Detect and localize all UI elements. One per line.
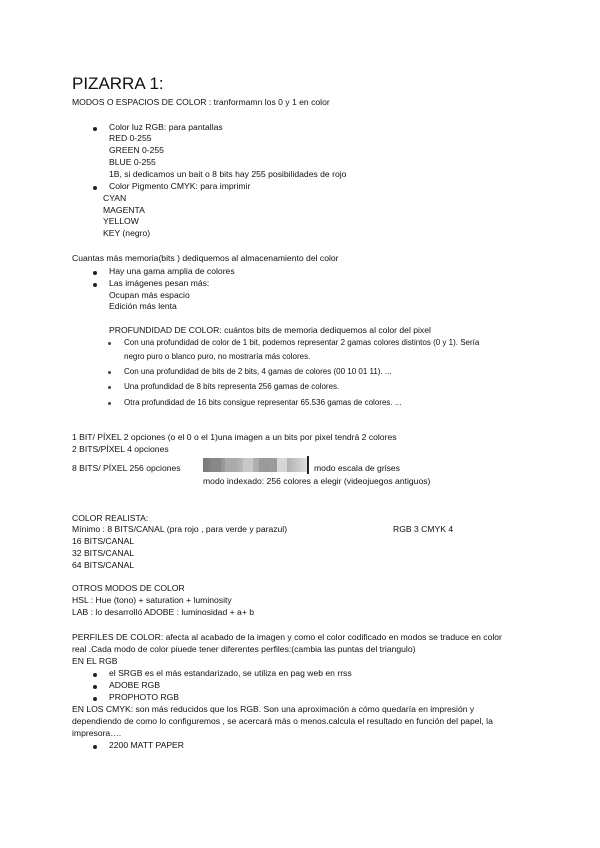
edicion-lenta: Edición más lenta	[109, 301, 177, 311]
imagenes-pesan: Las imágenes pesan más:	[109, 278, 210, 288]
yellow-label: YELLOW	[103, 216, 139, 226]
bullet-icon	[93, 673, 97, 677]
bullet-icon	[93, 127, 97, 131]
bullet-icon	[93, 685, 97, 689]
bit8-line: 8 BITS/ PÍXEL 256 opciones	[72, 463, 181, 473]
color-pigmento: Color Pigmento CMYK: para imprimir	[109, 181, 251, 191]
color-luz: Color luz RGB: para pantallas	[109, 122, 223, 132]
prophoto-rgb: PROPHOTO RGB	[109, 692, 180, 702]
bullet-icon	[93, 283, 97, 287]
canal-64: 64 BITS/CANAL	[72, 560, 135, 570]
perfiles-line2: real .Cada modo de color piuede tener diferentes perfiles:(cambia las puntas del triangulo)	[72, 644, 416, 654]
cmyk-line2: dependiendo de como lo configuremos , se acercará más o menos.calcula el resultado en función del papel, la	[72, 716, 493, 726]
green-range: GREEN 0-255	[109, 145, 164, 155]
otros-modos-heading: OTROS MODOS DE COLOR	[72, 583, 185, 593]
red-range: RED 0-255	[109, 133, 152, 143]
prof-2bits: Con una profundidad de bits de 2 bits, 4 gamas de colores (00 10 01 11). ...	[124, 367, 392, 376]
magenta-label: MAGENTA	[103, 205, 145, 215]
bullet-icon	[93, 186, 97, 190]
modo-indexado: modo indexado: 256 colores a elegir (videojuegos antiguos)	[203, 476, 431, 486]
lab-line: LAB : lo desarrolló ADOBE : luminosidad + a+ b	[72, 607, 254, 617]
bit2-line: 2 BITS/PÍXEL 4 opciones	[72, 444, 169, 454]
grayscale-strip	[203, 458, 307, 472]
en-rgb-heading: EN EL RGB	[72, 656, 118, 666]
cmyk-line1: EN LOS CMYK: son más reducidos que los RGB. Son una aproximación a cómo quedaría en impresión y	[72, 704, 475, 714]
modo-grises: modo escala de grises	[314, 463, 400, 473]
hsl-line: HSL : Hue (tono) + saturation + luminosity	[72, 595, 232, 605]
cyan-label: CYAN	[103, 193, 127, 203]
matt-paper: 2200 MATT PAPER	[109, 740, 184, 750]
bullet-icon	[93, 745, 97, 749]
strip-divider	[307, 456, 309, 474]
adobe-rgb: ADOBE RGB	[109, 680, 161, 690]
gama-amplia: Hay una gama amplia de colores	[109, 266, 235, 276]
ocupan-espacio: Ocupan más espacio	[109, 290, 190, 300]
prof-1bit-line1: Con una profundidad de color de 1 bit, podemos representar 2 gamas colores distintos (0 y 1). Sería	[124, 338, 480, 347]
minimo-canal: Mínimo : 8 BITS/CANAL (pra rojo , para verde y parazul)	[72, 524, 288, 534]
bullet-icon	[93, 697, 97, 701]
canal-32: 32 BITS/CANAL	[72, 548, 135, 558]
cmyk-line3: impresora….	[72, 728, 122, 738]
perfiles-line1: PERFILES DE COLOR: afecta al acabado de la imagen y como el color codificado en modos se traduce en color	[72, 632, 502, 642]
bullet-icon	[108, 342, 111, 345]
modos-heading: MODOS O ESPACIOS DE COLOR : tranformamn los 0 y 1 en color	[72, 97, 330, 107]
rgb-cmyk-channels: RGB 3 CMYK 4	[393, 524, 454, 534]
srgb-line: el SRGB es el más estandarizado, se utiliza en pag web en rrss	[109, 668, 352, 678]
bait-note: 1B, si dedicamos un bait o 8 bits hay 255 posibilidades de rojo	[109, 169, 347, 179]
key-label: KEY (negro)	[103, 228, 151, 238]
bullet-icon	[93, 271, 97, 275]
bullet-icon	[108, 386, 111, 389]
bullet-icon	[108, 371, 111, 374]
bullet-icon	[108, 402, 111, 405]
blue-range: BLUE 0-255	[109, 157, 156, 167]
canal-16: 16 BITS/CANAL	[72, 536, 135, 546]
memoria-heading: Cuantas más memoria(bits ) dediquemos al almacenamiento del color	[72, 253, 339, 263]
profundidad-heading: PROFUNDIDAD DE COLOR: cuántos bits de memoria dediquemos al color del pixel	[109, 325, 431, 335]
prof-16bits: Otra profundidad de 16 bits consigue representar 65.536 gamas de colores. ...	[124, 398, 402, 407]
page-title: PIZARRA 1:	[72, 74, 164, 93]
prof-1bit-line2: negro puro o blanco puro, no mostraría más colores.	[124, 352, 311, 361]
prof-8bits: Una profundidad de 8 bits representa 256 gamas de colores.	[124, 382, 340, 391]
bit1-line: 1 BIT/ PÍXEL 2 opciones (o el 0 o el 1)una imagen a un bits por pixel tendrá 2 colores	[72, 432, 397, 442]
color-realista-heading: COLOR REALISTA:	[72, 513, 149, 523]
